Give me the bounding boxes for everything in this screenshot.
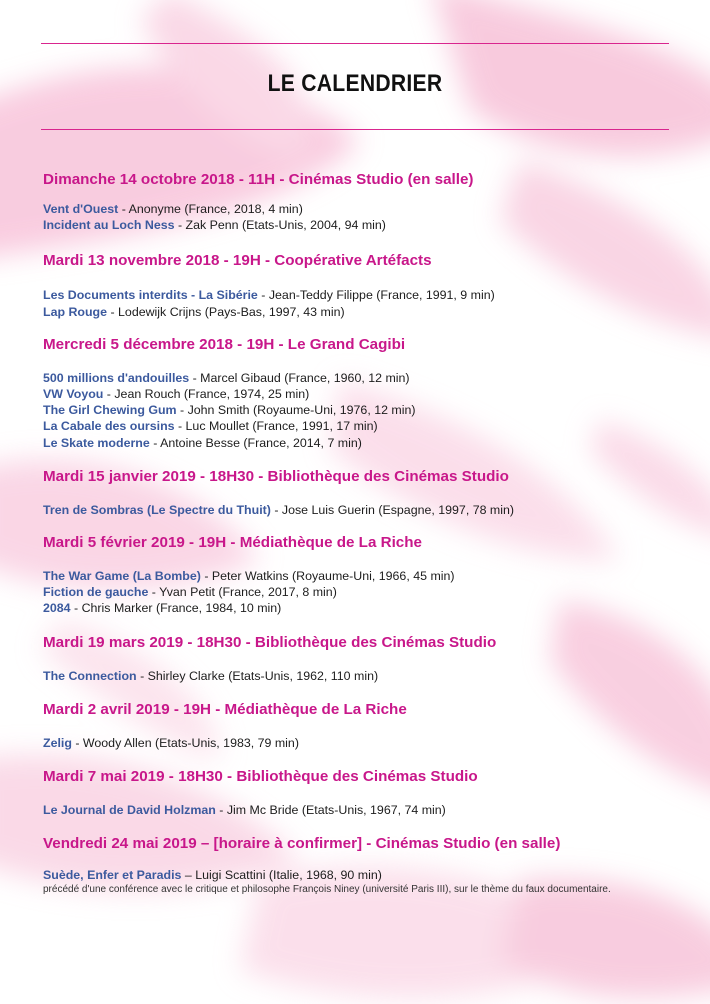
film-title: The Connection (43, 668, 137, 683)
event-heading: Vendredi 24 mai 2019 – [horaire à confirmer] - Cinémas Studio (en salle) (43, 835, 561, 853)
film-title: The War Game (La Bombe) (43, 569, 201, 584)
film-list (43, 668, 668, 684)
event-7 (43, 700, 668, 751)
event-heading: Mardi 13 novembre 2018 - 19H - Coopérative Artéfacts (43, 252, 432, 270)
film-title: 2084 (43, 601, 71, 616)
film-list (43, 867, 668, 883)
event-heading: Mardi 5 février 2019 - 19H - Médiathèque de La Riche (43, 534, 422, 552)
film-credits: - Marcel Gibaud (France, 1960, 12 min) (189, 370, 410, 385)
film-list (43, 502, 668, 518)
film-entry (43, 584, 668, 600)
event-3 (43, 335, 668, 451)
title-rule (41, 129, 669, 130)
event-9 (43, 834, 668, 897)
event-2 (43, 251, 668, 319)
film-credits: - Antoine Besse (France, 2014, 7 min) (149, 435, 362, 450)
film-title: 500 millions d'andouilles (43, 370, 190, 385)
film-title: Suède, Enfer et Paradis (43, 868, 182, 883)
film-credits: - Jean-Teddy Filippe (France, 1991, 9 min) (257, 288, 495, 303)
event-note: précédé d'une conférence avec le critique et philosophe François Niney (université Paris III), sur le thème du faux documentaire. (43, 884, 611, 896)
film-entry (43, 370, 668, 386)
film-title: Fiction de gauche (43, 585, 149, 600)
film-credits: – Luigi Scattini (Italie, 1968, 90 min) (181, 868, 382, 883)
film-entry (43, 435, 668, 451)
event-5 (43, 533, 668, 617)
film-credits: - John Smith (Royaume-Uni, 1976, 12 min) (176, 403, 416, 418)
film-title: Les Documents interdits - La Sibérie (43, 288, 258, 303)
film-credits: - Jean Rouch (France, 1974, 25 min) (103, 387, 310, 402)
film-title: Tren de Sombras (Le Spectre du Thuit) (43, 502, 271, 517)
film-credits: - Chris Marker (France, 1984, 10 min) (70, 601, 282, 616)
event-list (43, 170, 668, 897)
film-credits: - Woody Allen (Etats-Unis, 1983, 79 min) (71, 735, 299, 750)
top-rule (41, 43, 669, 44)
event-6 (43, 633, 668, 684)
film-title: Zelig (43, 735, 72, 750)
film-entry (43, 201, 668, 217)
film-credits: - Jose Luis Guerin (Espagne, 1997, 78 min) (270, 502, 515, 517)
film-title: Vent d'Ouest (43, 202, 119, 216)
film-title: Le Skate moderne (43, 435, 150, 450)
film-entry (43, 867, 668, 883)
film-list (43, 735, 668, 751)
event-heading: Mardi 2 avril 2019 - 19H - Médiathèque de La Riche (43, 700, 407, 718)
event-heading: Mardi 15 janvier 2019 - 18H30 - Bibliothèque des Cinémas Studio (43, 467, 509, 485)
film-entry (43, 217, 668, 233)
film-title: Incident au Loch Ness (43, 218, 175, 233)
film-entry (43, 568, 668, 584)
page-title: LE CALENDRIER (267, 70, 443, 97)
film-entry (43, 600, 668, 616)
film-entry (43, 418, 668, 434)
event-4 (43, 467, 668, 518)
film-title: Le Journal de David Holzman (43, 803, 216, 818)
event-8 (43, 767, 668, 818)
film-list (43, 370, 668, 451)
film-credits: - Zak Penn (Etats-Unis, 2004, 94 min) (174, 218, 386, 233)
event-heading: Mardi 7 mai 2019 - 18H30 - Bibliothèque des Cinémas Studio (43, 768, 478, 786)
film-entry (43, 386, 668, 402)
film-entry (43, 304, 668, 320)
film-entry (43, 502, 668, 518)
film-title: La Cabale des oursins (43, 419, 175, 434)
film-credits: - Yvan Petit (France, 2017, 8 min) (148, 585, 337, 600)
film-title: Lap Rouge (43, 304, 108, 319)
film-title: The Girl Chewing Gum (43, 403, 177, 418)
film-list (43, 201, 668, 233)
film-entry (43, 287, 668, 303)
film-entry (43, 668, 668, 684)
film-list (43, 568, 668, 617)
film-entry (43, 802, 668, 818)
film-credits: - Jim Mc Bride (Etats-Unis, 1967, 74 min) (215, 803, 446, 818)
event-heading: Mardi 19 mars 2019 - 18H30 - Bibliothèque des Cinémas Studio (43, 633, 497, 651)
film-entry (43, 402, 668, 418)
film-credits: - Anonyme (France, 2018, 4 min) (118, 202, 303, 216)
film-credits: - Shirley Clarke (Etats-Unis, 1962, 110 min) (136, 668, 379, 683)
film-list (43, 802, 668, 818)
event-1 (43, 170, 668, 233)
event-heading: Mercredi 5 décembre 2018 - 19H - Le Grand Cagibi (43, 335, 406, 353)
film-credits: - Peter Watkins (Royaume-Uni, 1966, 45 min) (200, 569, 455, 584)
film-title: VW Voyou (43, 387, 104, 402)
film-entry (43, 735, 668, 751)
film-credits: - Luc Moullet (France, 1991, 17 min) (174, 419, 378, 434)
event-heading: Dimanche 14 octobre 2018 - 11H - Cinémas Studio (en salle) (43, 171, 474, 188)
film-credits: - Lodewijk Crijns (Pays-Bas, 1997, 43 min) (107, 304, 345, 319)
film-list (43, 287, 668, 319)
